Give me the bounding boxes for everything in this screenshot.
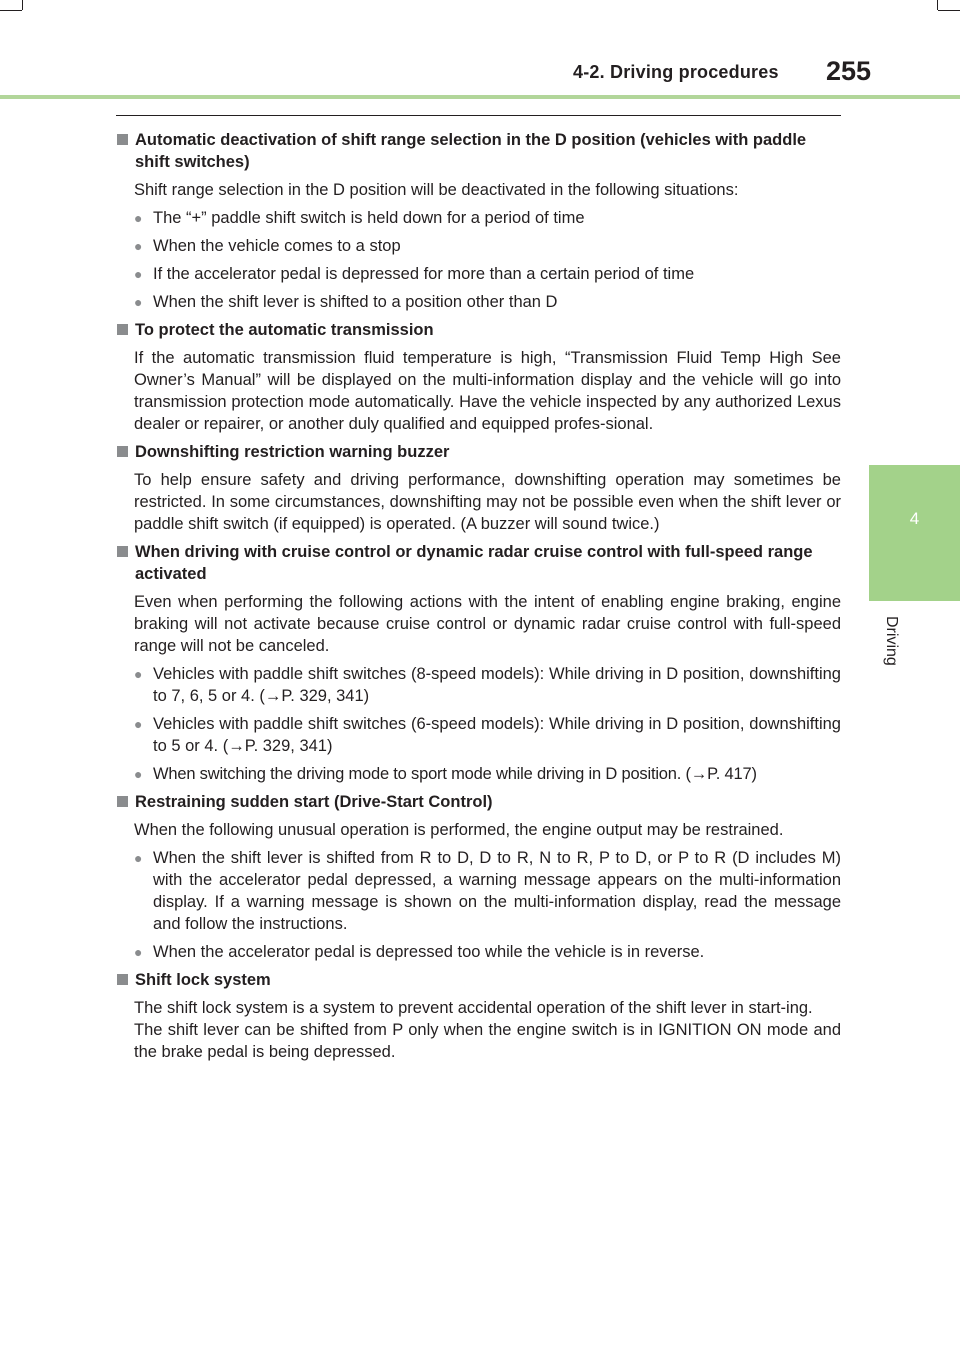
section-title: When driving with cruise control or dynamic radar cruise control with full-speed range activated: [135, 543, 813, 583]
chapter-number: 4: [909, 509, 920, 528]
paragraph: The shift lever can be shifted from P only when the engine switch is in IGNITION ON mode and the brake pedal is being depressed.: [134, 1021, 841, 1061]
crop-mark: [0, 10, 22, 11]
section-heading: [116, 969, 841, 991]
list-item-text: Vehicles with paddle shift switches (8-speed models): While driving in D position, downshifting to 7, 6, 5 or 4. (→P. 329, 341): [153, 665, 841, 705]
section-title: Downshifting restriction warning buzzer: [135, 443, 450, 461]
square-bullet-icon: [117, 796, 128, 807]
circle-bullet-icon: ●: [134, 266, 143, 282]
list-item: [116, 235, 841, 257]
list-item-text: If the accelerator pedal is depressed for more than a certain period of time: [153, 265, 695, 283]
list-item: [116, 847, 841, 935]
paragraph: When the following unusual operation is performed, the engine output may be restrained.: [134, 821, 784, 839]
list-item-text: When the vehicle comes to a stop: [153, 237, 401, 255]
list-item-text: When the accelerator pedal is depressed too while the vehicle is in reverse.: [153, 943, 705, 961]
list-item: [116, 263, 841, 285]
list-item-text: Vehicles with paddle shift switches (6-speed models): While driving in D position, downshifting to 5 or 4. (→P. 329, 341): [153, 715, 841, 755]
circle-bullet-icon: ●: [134, 238, 143, 254]
list-item: [116, 941, 841, 963]
paragraph: Even when performing the following actions with the intent of enabling engine braking, engine braking will not activate because cruise control or dynamic radar cruise control with full-speed range will not be canceled.: [134, 593, 841, 655]
list-item: [116, 713, 841, 757]
header-section-title: 4-2. Driving procedures: [573, 62, 779, 82]
page-number: 255: [826, 56, 872, 86]
chapter-tab: [869, 465, 960, 601]
paragraph: To help ensure safety and driving performance, downshifting operation may sometimes be restricted. In some circumstances, downshifting may not be possible even when the shift lever or paddle shift switch (if equipped) is operated. (A buzzer will sound twice.): [134, 471, 841, 533]
content-top-rule: [116, 115, 841, 116]
page-content: [116, 129, 841, 1069]
crop-mark: [22, 0, 23, 10]
section-heading: [116, 319, 841, 341]
list-item: [116, 763, 841, 785]
circle-bullet-icon: ●: [134, 716, 143, 732]
list-item: [116, 663, 841, 707]
circle-bullet-icon: ●: [134, 666, 143, 682]
section-title: To protect the automatic transmission: [135, 321, 434, 339]
section-title: Shift lock system: [135, 971, 271, 989]
square-bullet-icon: [117, 324, 128, 335]
list-item-text: When switching the driving mode to sport mode while driving in D position. (→P. 417): [153, 765, 757, 783]
chapter-label: Driving: [883, 616, 900, 666]
list-item: [116, 207, 841, 229]
header-rule: [0, 95, 960, 99]
section-title: Restraining sudden start (Drive-Start Control): [135, 793, 493, 811]
crop-mark: [937, 0, 938, 10]
list-item: [116, 291, 841, 313]
square-bullet-icon: [117, 446, 128, 457]
crop-mark: [938, 10, 960, 11]
list-item-text: When the shift lever is shifted from R to D, D to R, N to R, P to D, or P to R (D includes M) with the accelerator pedal depressed, a warning message appears on the multi-information display. If a warning message is shown on the multi-information display, read the message and follow the instructions.: [153, 849, 841, 933]
list-item-text: When the shift lever is shifted to a position other than D: [153, 293, 558, 311]
circle-bullet-icon: ●: [134, 944, 143, 960]
paragraph: If the automatic transmission fluid temperature is high, “Transmission Fluid Temp High See Owner’s Manual” will be displayed on the multi-information display and the vehicle will go into transmission protection mode automatically. Have the vehicle inspected by any authorized Lexus dealer or repairer, or another duly qualified and equipped profes-sional.: [134, 349, 841, 433]
section-heading: [116, 541, 841, 585]
circle-bullet-icon: ●: [134, 294, 143, 310]
paragraph: The shift lock system is a system to prevent accidental operation of the shift lever in start-ing.: [134, 999, 813, 1017]
circle-bullet-icon: ●: [134, 850, 143, 866]
square-bullet-icon: [117, 974, 128, 985]
square-bullet-icon: [117, 134, 128, 145]
circle-bullet-icon: ●: [134, 210, 143, 226]
square-bullet-icon: [117, 546, 128, 557]
section-heading: [116, 129, 841, 173]
section-title: Automatic deactivation of shift range selection in the D position (vehicles with paddle shift switches): [135, 131, 807, 171]
paragraph: Shift range selection in the D position will be deactivated in the following situations:: [134, 181, 739, 199]
section-heading: [116, 441, 841, 463]
list-item-text: The “+” paddle shift switch is held down for a period of time: [153, 209, 585, 227]
section-heading: [116, 791, 841, 813]
circle-bullet-icon: ●: [134, 766, 143, 782]
